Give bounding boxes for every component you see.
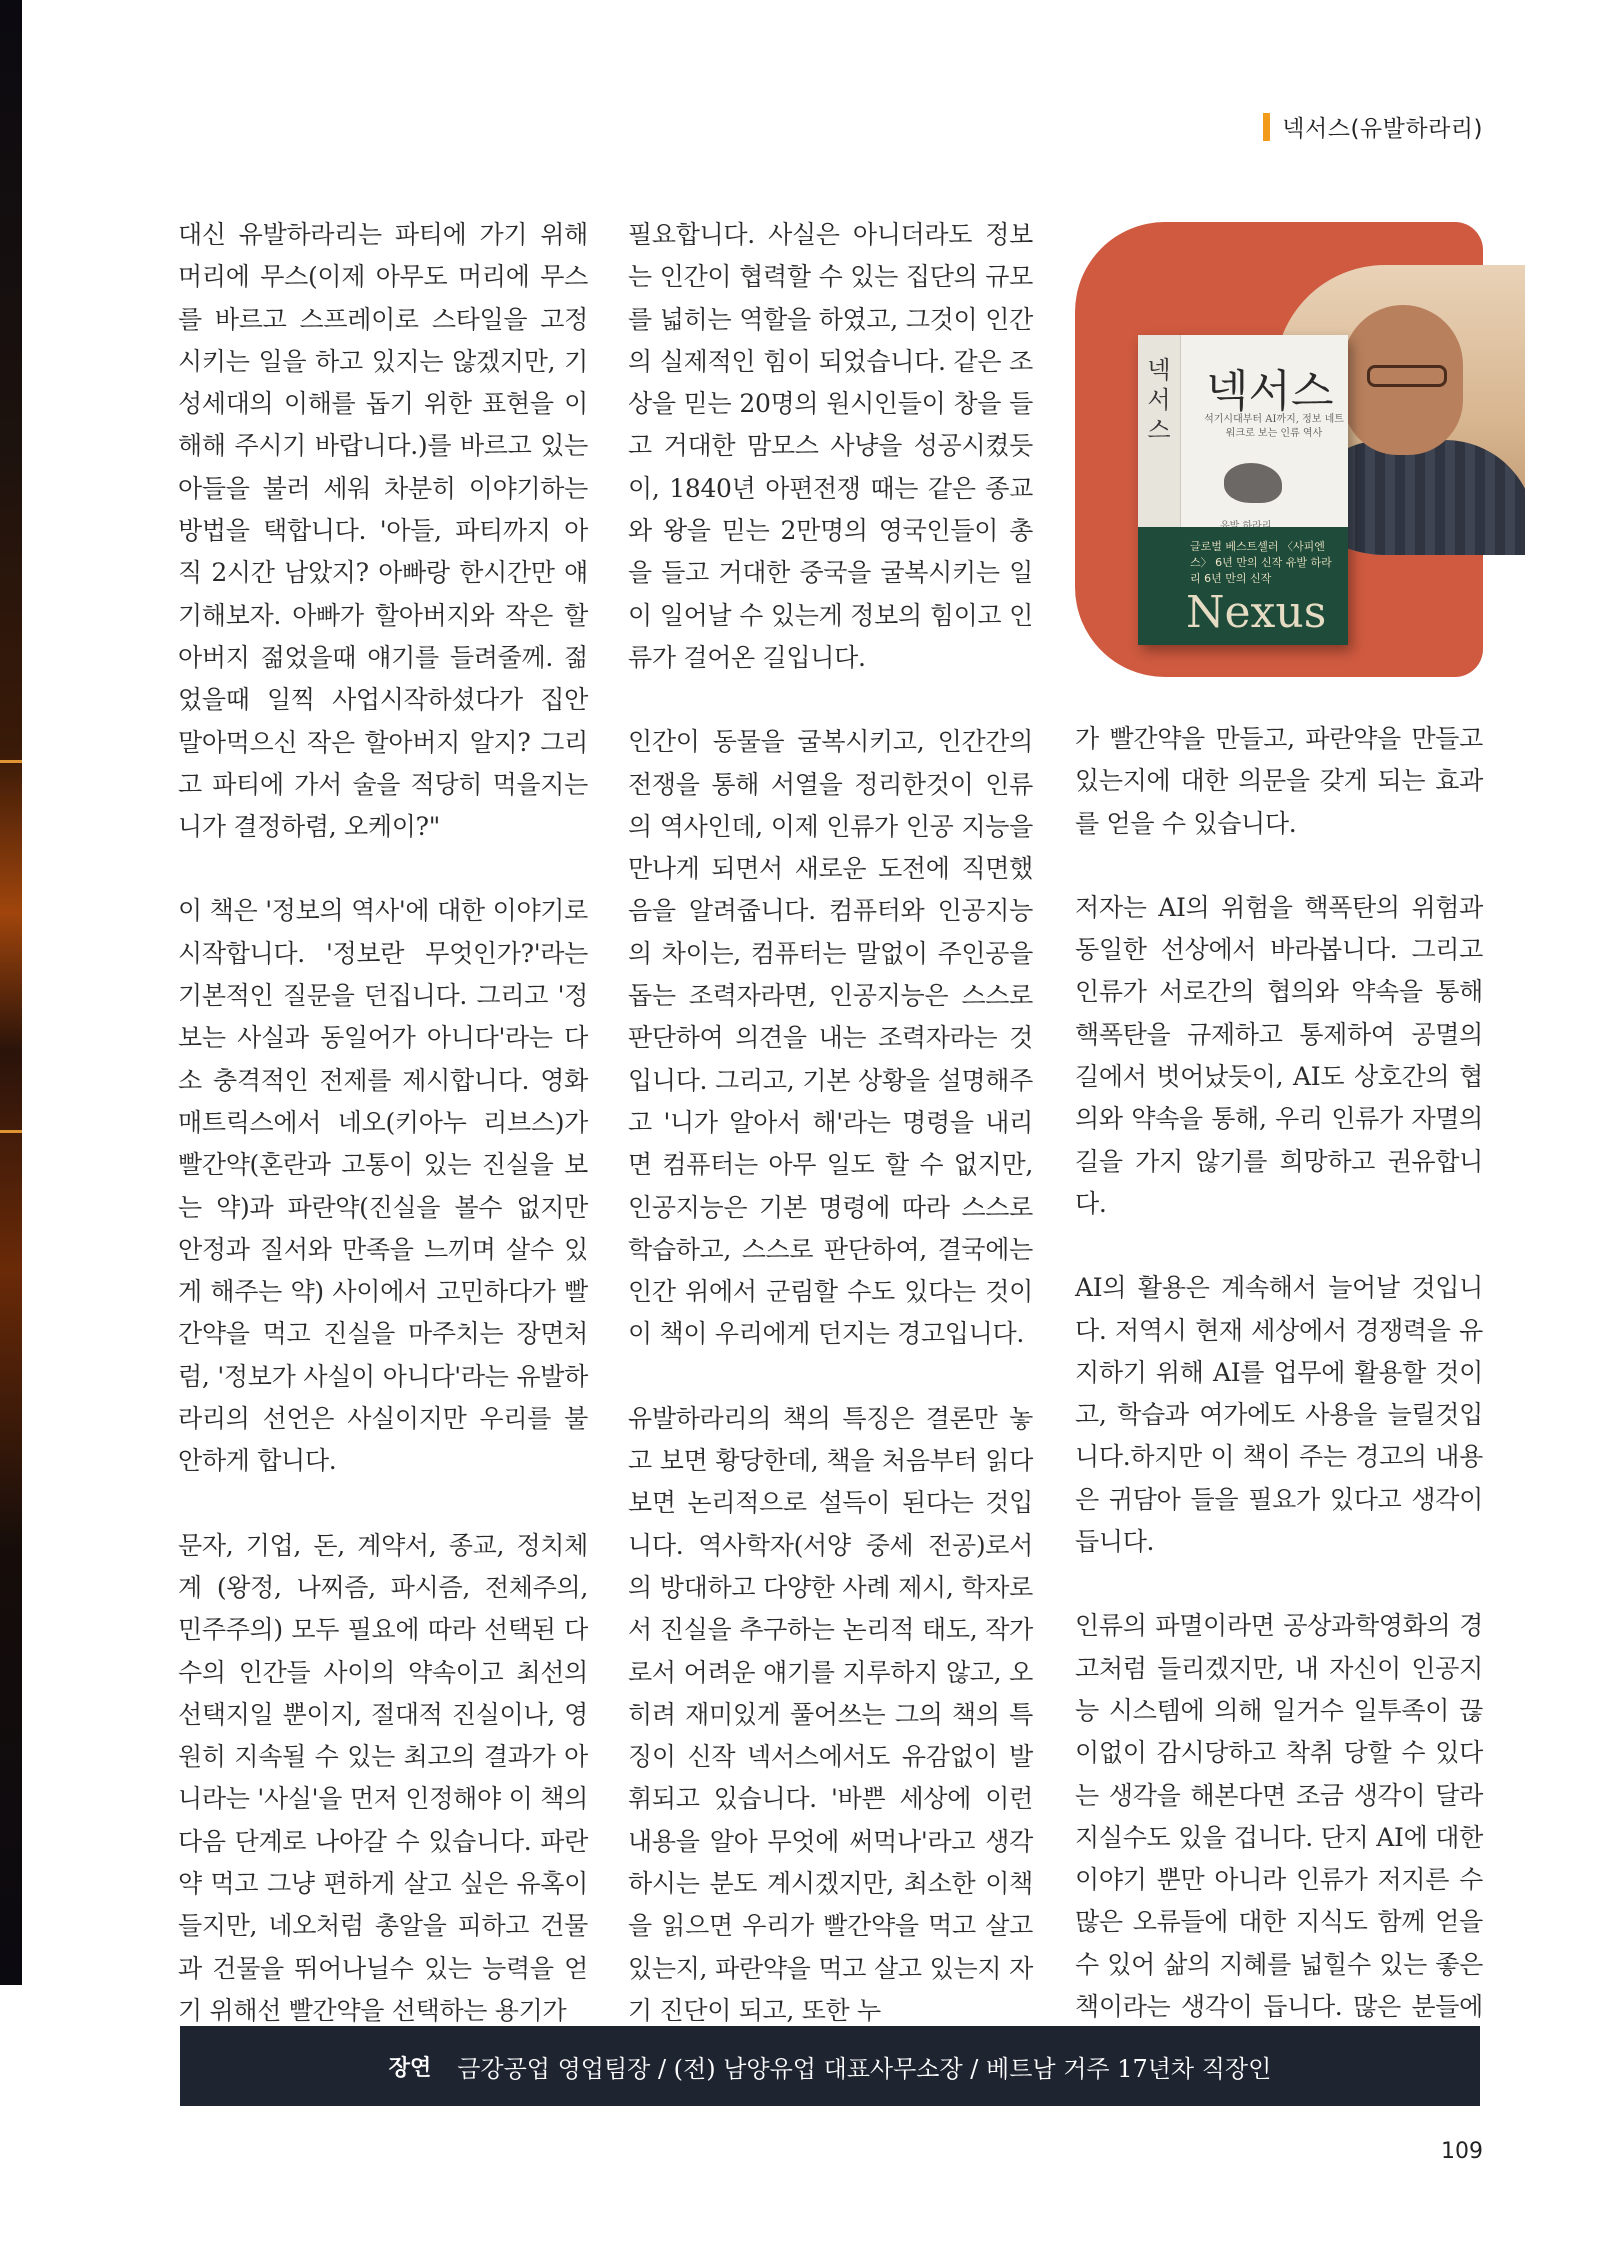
book-cover-band xyxy=(1138,527,1348,645)
paragraph: 인류의 파멸이라면 공상과학영화의 경고처럼 들리겠지만, 내 자신이 인공지능 시스템에 의해 일거수 일투족이 끊이없이 감시당하고 착취 당할 수 있다는 생각을 해본다면 조금 생각이 달라지실수도 있을 겁니다. 단지 AI에 대한 이야기 뿐만 아니라 인류가 저지른 수 많은 오류들에 대한 지식도 함께 얻을 수 있어 삶의 지혜를 넓힐수 있는 좋은 책이라는 생각이 듭니다. 많은 분들에 xyxy=(1075,1611,1483,2022)
paragraph: 문자, 기업, 돈, 계약서, 종교, 정치체계 (왕정, 나찌즘, 파시즘, 전체주의, 민주주의) 모두 필요에 따라 선택된 다수의 인간들 사이의 약속이고 최선의 선택지일 뿐이지, 절대적 진실이나, 영원히 지속될 수 있는 최고의 결과가 아니라는 '사실'을 먼저 인정해야 이 책의 다음 단계로 나아갈 수 있습니다. 파란약 먹고 그냥 편하게 살고 싶은 유혹이 들지만, 네오처럼 총알을 피하고 건물과 건물을 뛰어나닐수 있는 능력을 얻기 위해선 빨간약을 선택하는 용기가 xyxy=(178,1530,588,2025)
paragraph: 유발하라리의 책의 특징은 결론만 놓고 보면 황당한데, 책을 처음부터 읽다보면 논리적으로 설득이 된다는 것입니다. 역사학자(서양 중세 전공)로서의 방대하고 다양한 사례 제시, 학자로서 진실을 추구하는 논리적 태도, 작가로서 어려운 얘기를 지루하지 않고, 오히려 재미있게 풀어쓰는 그의 책의 특징이 신작 넥서스에서도 유감없이 발휘되고 있습니다. '바쁜 세상에 이런 내용을 알아 무엇에 써먹나'라고 생각하시는 분도 계시겠지만, 최소한 이책을 읽으면 우리가 빨간약을 먹고 살고 있는지, 파란약을 먹고 살고 있는지 자기 진단이 되고, 또한 누 xyxy=(628,1403,1033,2025)
book-spine-title: 넥서스 xyxy=(1147,356,1171,444)
book-english-title: Nexus xyxy=(1186,587,1327,638)
edge-glow-line xyxy=(0,760,22,763)
author-byline-bar xyxy=(180,2026,1480,2106)
paragraph: 대신 유발하라리는 파티에 가기 위해 머리에 무스(이제 아무도 머리에 무스를 바르고 스프레이로 스타일을 고정시키는 일을 하고 있지는 않겠지만, 기성세대의 이해를 돕기 위한 표현을 이해해 주시기 바랍니다.)를 바르고 있는 아들을 불러 세워 차분히 이야기하는 방법을 택합니다. '아들, 파티까지 아직 2시간 남았지? 아빠랑 한시간만 얘기해보자. 아빠가 할아버지와 작은 할아버지 젊었을때 얘기를 들려줄께. 젊었을때 일찍 사업시작하셨다가 집안 말아먹으신 작은 할아버지 알지? 그리고 파티에 가서 술을 적당히 먹을지는 니가 결정하렴, 오케이?" xyxy=(178,220,588,842)
paragraph: 저자는 AI의 위험을 핵폭탄의 위험과 동일한 선상에서 바라봅니다. 그리고 인류가 서로간의 협의와 약속을 통해 핵폭탄을 규제하고 통제하여 공멸의 길에서 벗어났듯이, AI도 상호간의 협의와 약속을 통해, 우리 인류가 자멸의 길을 가지 않기를 희망하고 권유합니다. xyxy=(1075,892,1483,1218)
book-title: 넥서스 xyxy=(1206,366,1334,417)
glasses-icon xyxy=(1367,365,1447,387)
page-number: 109 xyxy=(1441,2139,1483,2164)
byline-author-description: 금강공업 영업팀장 / (전) 남양유업 대표사무소장 / 베트남 거주 17년차 직장인 xyxy=(457,2054,1272,2083)
paragraph: 이 책은 '정보의 역사'에 대한 이야기로 시작합니다. '정보란 무엇인가?'라는 기본적인 질문을 던집니다. 그리고 '정보는 사실과 동일어가 아니다'라는 다소 충격적인 전제를 제시합니다. 영화 매트릭스에서 네오(키아누 리브스)가 빨간약(혼란과 고통이 있는 진실을 보는 약)과 파란약(진실을 볼수 없지만 안정과 질서와 만족을 느끼며 살수 있게 해주는 약) 사이에서 고민하다가 빨간약을 먹고 진실을 마주치는 장면처럼, '정보가 사실이 아니다'라는 유발하라리의 선언은 사실이지만 우리를 불안하게 합니다. xyxy=(178,896,588,1476)
book-subtitle: 석기시대부터 AI까지, 정보 네트워크로 보는 인류 역사 xyxy=(1204,414,1344,439)
left-edge-strip xyxy=(0,0,22,1985)
text-column-3 xyxy=(1075,718,1483,2113)
book-band-text: 글로벌 베스트셀러 〈사피엔스〉 6년 만의 신작 유발 하라리 6년 만의 신작 xyxy=(1190,540,1332,585)
paragraph: 인간이 동물을 굴복시키고, 인간간의 전쟁을 통해 서열을 정리한것이 인류의 역사인데, 이제 인류가 인공 지능을 만나게 되면서 새로운 도전에 직면했음을 알려줍니다. 컴퓨터와 인공지능의 차이는, 컴퓨터는 말없이 주인공을 돕는 조력자라면, 인공지능은 스스로 판단하여 의견을 내는 조력자라는 것입니다. 그리고, 기본 상황을 설명해주고 '니가 알아서 해'라는 명령을 내리면 컴퓨터는 아무 일도 할 수 없지만, 인공지능은 기본 명령에 따라 스스로 학습하고, 스스로 판단하여, 결국에는 인간 위에서 군림할 수도 있다는 것이 이 책이 우리에게 던지는 경고입니다. xyxy=(628,727,1033,1349)
text-column-2 xyxy=(628,214,1033,2074)
paragraph: 가 빨간약을 만들고, 파란약을 만들고 있는지에 대한 의문을 갖게 되는 효과를 얻을 수 있습니다. xyxy=(1075,724,1483,838)
section-header xyxy=(1263,110,1483,143)
byline-author-name: 장연 xyxy=(388,2055,432,2081)
paragraph: AI의 활용은 계속해서 늘어날 것입니다. 저역시 현재 세상에서 경쟁력을 유지하기 위해 AI를 업무에 활용할 것이고, 학습과 여가에도 사용을 늘릴것입니다.하지만 이 책이 주는 경고의 내용은 귀담아 들을 필요가 있다고 생각이 듭니다. xyxy=(1075,1273,1483,1557)
header-accent-bar xyxy=(1263,113,1270,141)
paragraph: 필요합니다. 사실은 아니더라도 정보는 인간이 협력할 수 있는 집단의 규모를 넓히는 역할을 하였고, 그것이 인간의 실제적인 힘이 되었습니다. 같은 조상을 믿는 20명의 원시인들이 창을 들고 거대한 맘모스 사냥을 성공시켰듯이, 1840년 아편전쟁 때는 같은 종교와 왕을 믿는 2만명의 영국인들이 총을 들고 거대한 중국을 굴복시키는 일이 일어날 수 있는게 정보의 힘이고 인류가 걸어온 길입니다. xyxy=(628,220,1033,672)
section-title: 넥서스(유발하라리) xyxy=(1282,116,1483,142)
book-cover-image xyxy=(1138,335,1348,645)
pigeon-icon xyxy=(1224,463,1282,503)
edge-glow-line xyxy=(0,1130,22,1133)
text-column-1 xyxy=(178,214,588,2074)
